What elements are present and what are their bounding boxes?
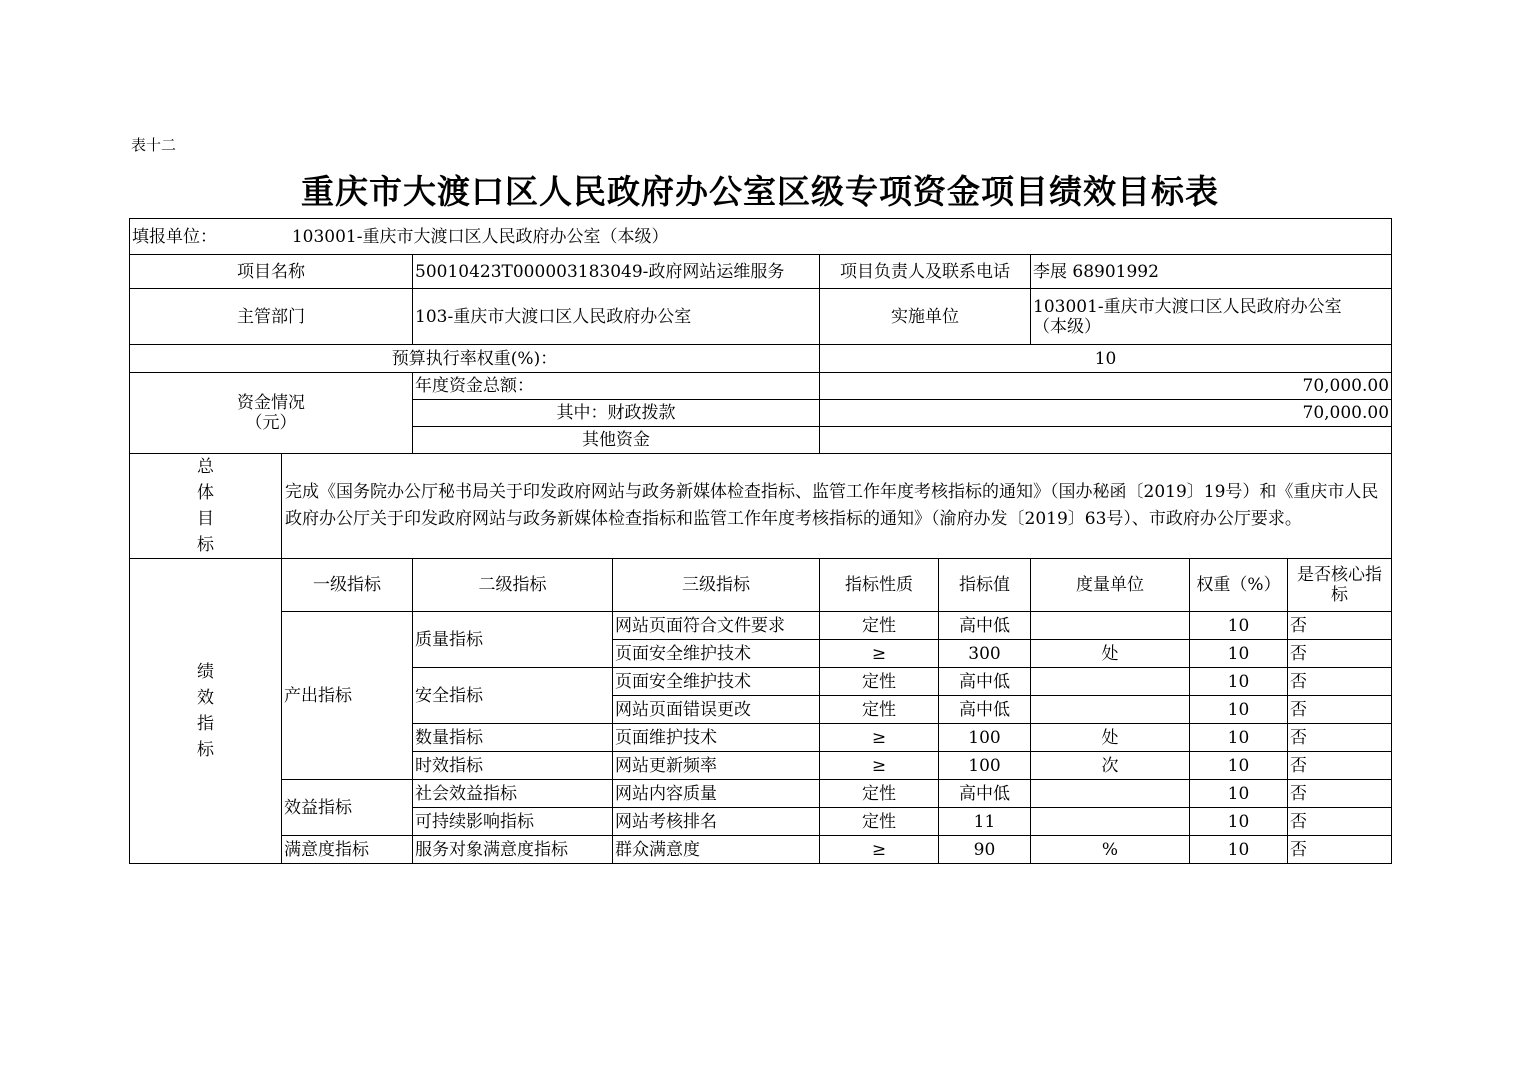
- goal-text: 完成《国务院办公厅秘书局关于印发政府网站与政务新媒体检查指标、监管工作年度考核指标的通知》（国办秘函〔2019〕19号）和《重庆市人民政府办公厅关于印发政府网站与政务新媒体检查指标和监管工作年度考核指标的通知》（渝府办发〔2019〕63号）、市政府办公厅要求。: [282, 454, 1392, 559]
- goal-label-char: 标: [197, 535, 214, 555]
- row-nature: ≥: [820, 836, 939, 864]
- row-unit: [1031, 668, 1190, 696]
- row-nature: 定性: [820, 808, 939, 836]
- table-number: 表十二: [131, 136, 177, 154]
- indicators-label: [130, 559, 282, 864]
- row-nature: 定性: [820, 668, 939, 696]
- funds-other-label: 其他资金: [413, 427, 820, 454]
- row-unit: 次: [1031, 752, 1190, 780]
- row-unit: 处: [1031, 640, 1190, 668]
- row-weight: 10: [1190, 668, 1288, 696]
- row-nature: ≥: [820, 640, 939, 668]
- header-level2: 二级指标: [413, 559, 613, 612]
- level2-safety: 安全指标: [413, 668, 613, 724]
- indicators-label-char: 标: [197, 740, 214, 760]
- row-level3: 网站页面符合文件要求: [613, 612, 820, 640]
- row-unit: [1031, 808, 1190, 836]
- project-name-value: 50010423T000003183049-政府网站运维服务: [413, 255, 820, 289]
- row-core: 否: [1288, 640, 1392, 668]
- funds-fiscal-value: 70,000.00: [820, 400, 1392, 427]
- level2-timeliness: 时效指标: [413, 752, 613, 780]
- row-weight: 10: [1190, 640, 1288, 668]
- row-unit: [1031, 696, 1190, 724]
- row-nature: 定性: [820, 696, 939, 724]
- row-core: 否: [1288, 808, 1392, 836]
- row-core: 否: [1288, 752, 1392, 780]
- filler-label: 填报单位：: [132, 226, 217, 247]
- level1-benefit: 效益指标: [282, 780, 413, 836]
- row-unit: [1031, 780, 1190, 808]
- project-contact-value: 李展 68901992: [1031, 255, 1392, 289]
- row-weight: 10: [1190, 696, 1288, 724]
- row-level3: 页面维护技术: [613, 724, 820, 752]
- funds-other-value: [820, 427, 1392, 454]
- row-weight: 10: [1190, 612, 1288, 640]
- header-level3: 三级指标: [613, 559, 820, 612]
- row-core: 否: [1288, 836, 1392, 864]
- row-level3: 网站考核排名: [613, 808, 820, 836]
- row-level3: 页面安全维护技术: [613, 668, 820, 696]
- funds-label-line2: （元）: [245, 413, 297, 433]
- page-title: 重庆市大渡口区人民政府办公室区级专项资金项目绩效目标表: [301, 172, 1219, 211]
- dept-value: 103-重庆市大渡口区人民政府办公室: [413, 289, 820, 345]
- row-level3: 页面安全维护技术: [613, 640, 820, 668]
- row-core: 否: [1288, 668, 1392, 696]
- performance-table: [129, 218, 1392, 864]
- row-value: 11: [939, 808, 1031, 836]
- row-level3: 群众满意度: [613, 836, 820, 864]
- row-nature: 定性: [820, 612, 939, 640]
- row-weight: 10: [1190, 724, 1288, 752]
- row-core: 否: [1288, 724, 1392, 752]
- header-nature: 指标性质: [820, 559, 939, 612]
- row-core: 否: [1288, 780, 1392, 808]
- row-unit: 处: [1031, 724, 1190, 752]
- row-level3: 网站更新频率: [613, 752, 820, 780]
- row-value: 100: [939, 752, 1031, 780]
- goal-label: [130, 454, 282, 559]
- row-weight: 10: [1190, 780, 1288, 808]
- level2-quantity: 数量指标: [413, 724, 613, 752]
- row-weight: 10: [1190, 808, 1288, 836]
- funds-label: [130, 373, 413, 454]
- row-weight: 10: [1190, 752, 1288, 780]
- project-contact-label: 项目负责人及联系电话: [820, 255, 1031, 289]
- header-unit: 度量单位: [1031, 559, 1190, 612]
- row-nature: ≥: [820, 724, 939, 752]
- impl-unit-value-line1: 103001-重庆市大渡口区人民政府办公室: [1033, 296, 1342, 317]
- row-unit: [1031, 612, 1190, 640]
- header-value: 指标值: [939, 559, 1031, 612]
- table-row: [130, 612, 1392, 640]
- funds-total-label: 年度资金总额：: [413, 373, 820, 400]
- level2-quality: 质量指标: [413, 612, 613, 668]
- row-value: 高中低: [939, 668, 1031, 696]
- goal-label-char: 总: [197, 457, 214, 477]
- project-name-label: 项目名称: [130, 255, 413, 289]
- header-core: 是否核心指标: [1288, 559, 1392, 612]
- funds-total-value: 70,000.00: [820, 373, 1392, 400]
- row-value: 高中低: [939, 696, 1031, 724]
- budget-weight-label: 预算执行率权重(%)：: [130, 345, 820, 373]
- impl-unit-value-line2: （本级）: [1033, 316, 1101, 337]
- indicators-label-char: 绩: [197, 662, 214, 682]
- funds-fiscal-label: 其中：财政拨款: [413, 400, 820, 427]
- row-value: 100: [939, 724, 1031, 752]
- row-level3: 网站内容质量: [613, 780, 820, 808]
- indicators-label-char: 指: [197, 714, 214, 734]
- header-level1: 一级指标: [282, 559, 413, 612]
- row-nature: ≥: [820, 752, 939, 780]
- level2-social: 社会效益指标: [413, 780, 613, 808]
- level2-service: 服务对象满意度指标: [413, 836, 613, 864]
- level1-satisfaction: 满意度指标: [282, 836, 413, 864]
- row-level3: 网站页面错误更改: [613, 696, 820, 724]
- level1-output: 产出指标: [282, 612, 413, 780]
- row-nature: 定性: [820, 780, 939, 808]
- impl-unit-label: 实施单位: [820, 289, 1031, 345]
- dept-label: 主管部门: [130, 289, 413, 345]
- row-value: 高中低: [939, 612, 1031, 640]
- row-unit: %: [1031, 836, 1190, 864]
- row-core: 否: [1288, 612, 1392, 640]
- table-row: [130, 836, 1392, 864]
- row-value: 高中低: [939, 780, 1031, 808]
- table-row: [130, 780, 1392, 808]
- indicators-label-char: 效: [197, 688, 214, 708]
- goal-label-char: 目: [197, 509, 214, 529]
- budget-weight-value: 10: [820, 345, 1392, 373]
- row-weight: 10: [1190, 836, 1288, 864]
- level2-sustainable: 可持续影响指标: [413, 808, 613, 836]
- header-weight: 权重（%）: [1190, 559, 1288, 612]
- goal-label-char: 体: [197, 483, 214, 503]
- row-value: 90: [939, 836, 1031, 864]
- funds-label-line1: 资金情况: [237, 393, 305, 413]
- filler-row: [130, 219, 1392, 255]
- row-core: 否: [1288, 696, 1392, 724]
- impl-unit-value: [1031, 289, 1392, 345]
- row-value: 300: [939, 640, 1031, 668]
- filler-value: 103001-重庆市大渡口区人民政府办公室（本级）: [291, 226, 669, 247]
